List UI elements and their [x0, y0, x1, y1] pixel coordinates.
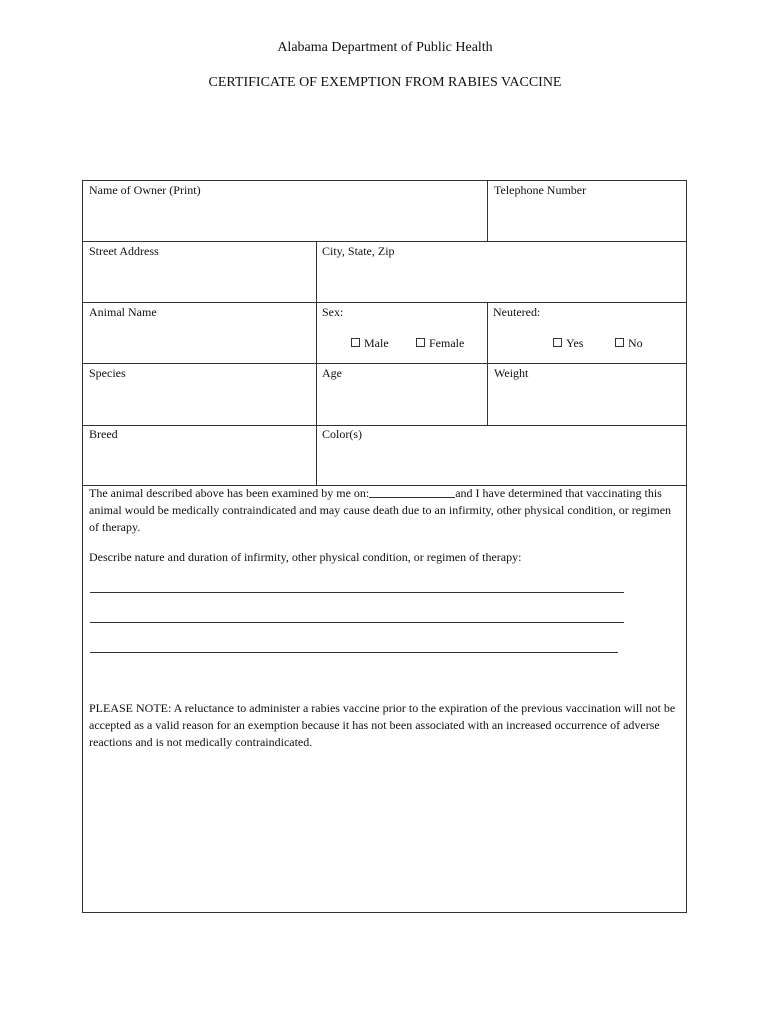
checkbox-icon — [615, 338, 624, 347]
please-note: PLEASE NOTE: A reluctance to administer a rabies vaccine prior to the expiration of the previous vaccination will not be accepted as a valid reason for an exemption because it has not been associated with an increased occurrence of adverse reactions and is not medically contraindicated. — [89, 701, 676, 749]
owner-name-label: Name of Owner (Print) — [89, 183, 201, 197]
sex-male-checkbox[interactable] — [351, 336, 389, 351]
description-line-1[interactable] — [90, 592, 624, 593]
statement-text-continued: and I have determined that vaccinating this animal would be medically contraindicated and may cause death due to an infirmity, other physical condition, or regimen of therapy. — [89, 486, 672, 534]
examination-statement — [89, 485, 684, 536]
certificate-title: CERTIFICATE OF EXEMPTION FROM RABIES VACCINE — [208, 75, 562, 90]
weight-field[interactable] — [488, 364, 687, 425]
colors-field[interactable] — [317, 426, 687, 485]
sex-female-checkbox[interactable] — [416, 336, 464, 351]
species-field[interactable] — [83, 364, 316, 425]
neutered-yes-checkbox[interactable] — [553, 336, 583, 351]
city-state-zip-label: City, State, Zip — [322, 244, 395, 258]
weight-label: Weight — [494, 366, 529, 380]
checkbox-icon — [351, 338, 360, 347]
age-label: Age — [322, 366, 342, 380]
checkbox-icon — [416, 338, 425, 347]
animal-name-field[interactable] — [83, 303, 316, 363]
colors-label: Color(s) — [322, 427, 362, 441]
animal-name-label: Animal Name — [89, 305, 157, 319]
street-address-label: Street Address — [89, 244, 159, 258]
species-label: Species — [89, 366, 126, 380]
neutered-no-checkbox[interactable] — [615, 336, 643, 351]
breed-label: Breed — [89, 427, 118, 441]
sex-male-label: Male — [364, 336, 389, 350]
statement-text: The animal described above has been examined by me on: — [89, 486, 370, 500]
owner-name-field[interactable] — [83, 181, 487, 241]
sex-label: Sex: — [322, 305, 344, 319]
city-state-zip-field[interactable] — [317, 242, 687, 302]
description-line-3[interactable] — [90, 652, 618, 653]
age-field[interactable] — [317, 364, 487, 425]
street-address-field[interactable] — [83, 242, 316, 302]
telephone-label: Telephone Number — [494, 183, 587, 197]
exemption-form — [82, 180, 687, 913]
description-line-2[interactable] — [90, 622, 624, 623]
neutered-no-label: No — [628, 336, 643, 350]
breed-field[interactable] — [83, 426, 316, 485]
examination-date-blank[interactable] — [369, 486, 455, 498]
agency-name: Alabama Department of Public Health — [277, 40, 493, 55]
telephone-field[interactable] — [487, 181, 687, 241]
neutered-label: Neutered: — [493, 305, 541, 319]
describe-instruction: Describe nature and duration of infirmity, other physical condition, or regimen of therapy: — [89, 550, 522, 564]
sex-female-label: Female — [429, 336, 465, 350]
neutered-yes-label: Yes — [566, 336, 584, 350]
checkbox-icon — [553, 338, 562, 347]
